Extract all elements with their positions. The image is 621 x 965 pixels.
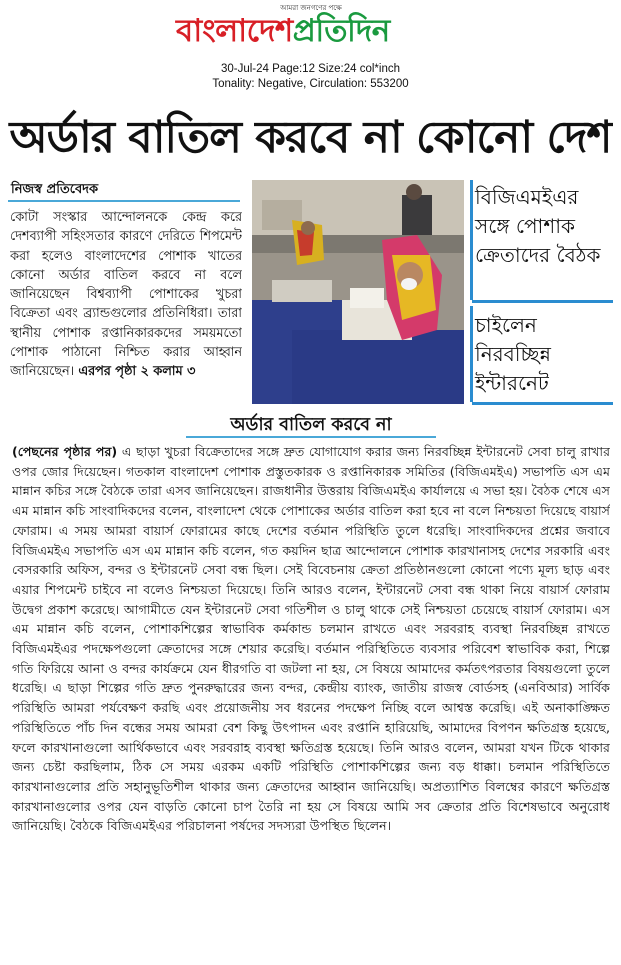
side-box-bar-1 — [470, 180, 473, 300]
byline: নিজস্ব প্রতিবেদক — [11, 182, 99, 197]
continuation-text: এ ছাড়া খুচরা বিক্রেতাদের সঙ্গে দ্রুত যোগাযোগ করার জন্য নিরবচ্ছিন্ন ইন্টারনেট সেবা চালু রাখার ওপর জোর দিয়েছেন। গতকাল বাংলাদেশ পোশাক প্রস্তুতকারক ও রপ্তানিকারক সমিতির (বিজিএমইএ) সভাপতি এস এম মান্নান কচির সঙ্গে বৈঠকে তারা এসব জানিয়েছেন। রাজধানীর উত্তরায় বিজিএমইএ কার্যালয়ে এ সভা হয়। বৈঠক শেষে এস এম মান্নান কচি সাংবাদিকদের বলেন, বাংলাদেশ থেকে পোশাকের অর্ডার বাতিল করা হবে না বলে নিশ্চয়তা দিয়েছে বায়ার্স ফোরাম। এ সময় আমরা বায়ার্স ফোরামের কাছে দেশের বর্তমান পরিস্থিতি তুলে ধরেছি। সাংবাদিকদের প্রশ্নের জবাবে বিজিএমইএ সভাপতি এস এম মান্নান কচি বলেন, গত কয়দিন ছাত্র আন্দোলনে পোশাক কারখানাসহ দেশের সরকারি এবং বেসরকারি অফিস, বন্দর ও ইন্টারনেট সেবা বন্ধ ছিল। সেই বিবেচনায় ক্রেতা প্রতিষ্ঠানগুলো কোনো পণ্যে মূল্য ছাড় এবং এয়ার শিপমেন্ট চাইবে না বলেও নিশ্চয়তা দিয়েছে। তিনি আরও বলেন, ইন্টারনেট সেবা বন্ধ থাকা নিয়ে বায়ার্স ফোরাম উদ্বেগ প্রকাশ করেছে। আগামীতে যেন ইন্টারনেট সেবা গতিশীল ও চালু থাকে সেই নিশ্চয়তা চেয়েছে বায়ার্স ফোরাম। এস এম মান্নান কচি বলেন, পোশাকশিল্পের স্বাভাবিক কর্মকান্ড চলমান রাখতে এবং সরবরাহ ব্যবস্থা নিরবচ্ছিন্ন রাখতে বিজিএমইএর পদক্ষেপগুলো ক্রেতাদের সঙ্গে শেয়ার করেছি। বর্তমান পরিস্থিতিতে ব্যবসার পরিবেশ স্বাভাবিক করা, শিল্পে গতি ফিরিয়ে আনা ও বন্দর কার্যক্রমে যেন ধীরগতি বা জটলা না হয়, সে বিষয়ে আমাদের কর্মতৎপরতার বিষয়গুলো তুলে ধরেছি। এ ছাড়া শিল্পের গতি দ্রুত পুনরুদ্ধারের জন্য বন্দর, কেন্দ্রীয় ব্যাংক, জাতীয় রাজস্ব বোর্ডসহ (এনবিআর) সার্বিক পরিস্থিতি আমরা পর্যবেক্ষণ করছি এবং প্রয়োজনীয় সব ধরনের পদক্ষেপ নিচ্ছি বলে আশ্বস্ত করেছি। এই অনাকাঙ্ক্ষিত পরিস্থিতিতে পাঁচ দিন বন্ধের সময় আমরা বেশ কিছু উৎপাদন এবং রপ্তানি হারিয়েছি, আমাদের বিপণন ক্ষতিগ্রস্ত হয়েছে, ফলে কারখানাগুলো আর্থিকভাবে এবং সরবরাহ ব্যবস্থা ক্ষতিগ্রস্ত হয়েছে। তিনি আরও বলেন, আমরা যখন টিকে থাকার জন্য চেষ্টা করছিলাম, ঠিক সে সময় এরকম একটি পরিস্থিতি পোশাকশিল্পের জন্য বড় ধাক্কা। চলমান পরিস্থিতিতে কারখানাগুলোর প্রতি সহানুভূতিশীল থাকার জন্য ক্রেতাদের আহ্বান জানিয়েছি। অপ্রত্যাশিত বিলম্বের কারণে ক্ষতিগ্রস্ত কারখানাগুলোর ওপর যেন বাড়তি কোনো চাপ তৈরি না হয় সে বিষয়ে আমি সব ক্রেতার প্রতি বিশেষভাবে অনুরোধ জানিয়েছি। বৈঠকে বিজিএমইএর পরিচালনা পর্ষদের সদস্যরা উপস্থিত ছিলেন। — [12, 444, 610, 834]
garment-factory-photo — [252, 180, 464, 404]
side-box-divider-2 — [472, 402, 613, 405]
continuation-divider — [186, 436, 436, 438]
side-box-1: বিজিএমইএর সঙ্গে পোশাক ক্রেতাদের বৈঠক — [475, 185, 601, 267]
article-intro — [10, 208, 242, 404]
side-box-bar-2 — [470, 306, 473, 402]
byline-divider — [8, 200, 240, 202]
side-box-divider-1 — [472, 300, 613, 303]
article-headline: অর্ডার বাতিল করবে না কোনো দেশ — [9, 112, 612, 163]
masthead-tagline: আমরা জনগণের পক্ষে — [280, 4, 342, 12]
continuation-lead: (পেছনের পৃষ্ঠার পর) — [12, 444, 118, 459]
clipping-meta-line-1: 30-Jul-24 Page:12 Size:24 col*inch — [220, 63, 400, 75]
newspaper-logo — [176, 10, 456, 52]
continuation-body — [12, 442, 610, 958]
page-jump: এরপর পৃষ্ঠা ২ কলাম ৩ — [78, 364, 196, 380]
clipping-meta-line-2: Tonality: Negative, Circulation: 553200 — [212, 78, 409, 90]
intro-text: কোটা সংস্কার আন্দোলনকে কেন্দ্র করে দেশব্যাপী সহিংসতার কারণে দেরিতে শিপমেন্ট করা হলেও বাংলাদেশের পোশাক খাতের কোনো অর্ডার বাতিল করবে না বলে জানিয়েছেন বিশ্বব্যাপী পোশাকের খুচরা বিক্রেতা এবং ব্র্যান্ডগুলোর প্রতিনিধিরা। তারা স্থানীয় পোশাক রপ্তানিকারকদের সময়মতো পোশাক পাঠানো নিশ্চিত করার আহ্বান জানিয়েছেন। — [10, 210, 242, 380]
continuation-title: অর্ডার বাতিল করবে না — [230, 415, 392, 435]
side-box-2: চাইলেন নিরবচ্ছিন্ন ইন্টারনেট — [475, 313, 551, 395]
logo-part-1: বাংলাদেশ — [176, 13, 293, 49]
logo-part-2: প্রতিদিন — [292, 13, 390, 49]
